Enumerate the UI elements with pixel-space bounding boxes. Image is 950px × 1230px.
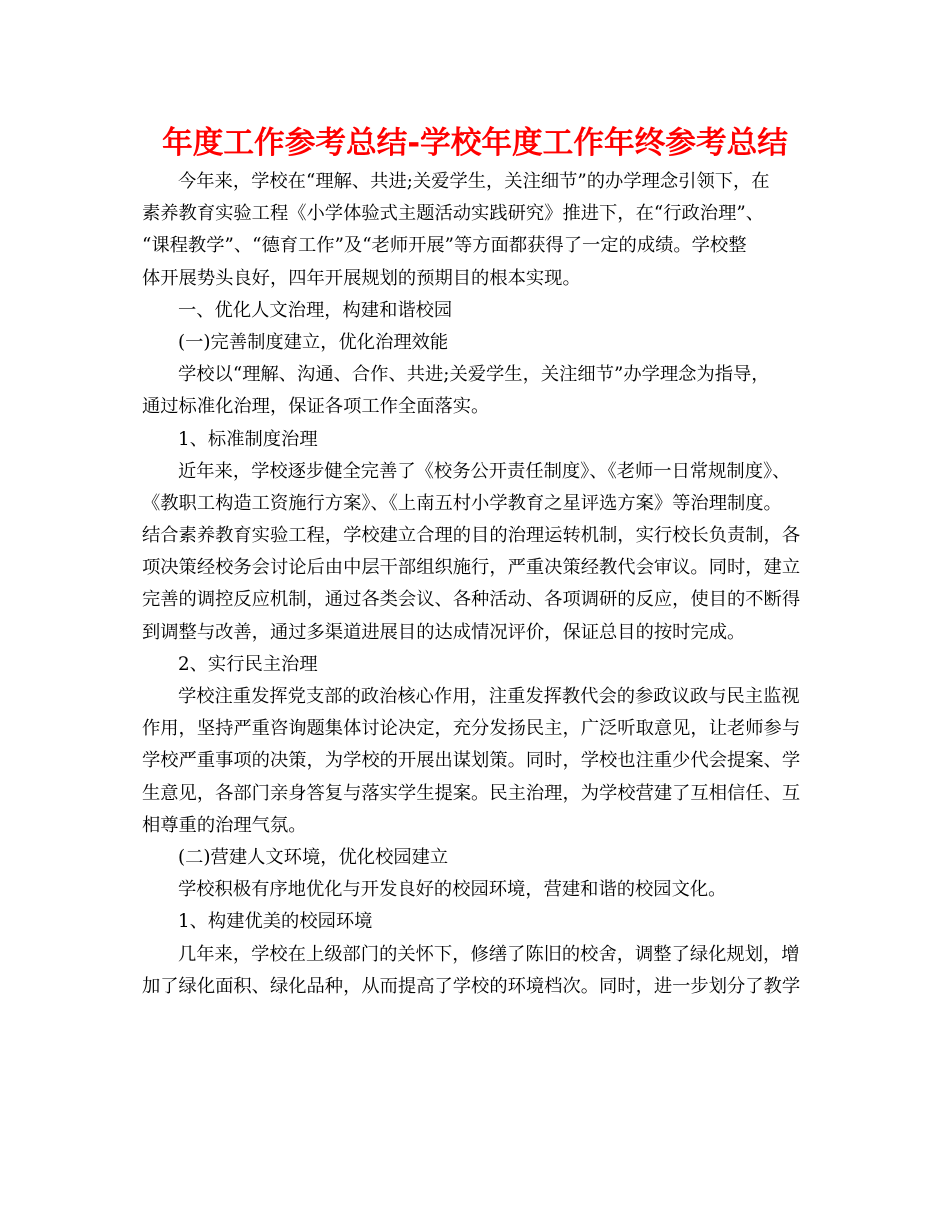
text-line: 《教职工构造工资施行方案》、《上南五村小学教育之星评选方案》等治理制度。 <box>142 492 782 514</box>
text-line: 相尊重的治理气氛。 <box>142 814 307 836</box>
text-line: (一)完善制度建立，优化治理效能 <box>178 331 449 353</box>
text-line: “课程教学”、“德育工作”及“老师开展”等方面都获得了一定的成绩。学校整 <box>142 235 747 257</box>
text-line: 完善的调控反应机制，通过各类会议、各种活动、各项调研的反应，使目的不断得 <box>142 589 801 611</box>
text-line: 加了绿化面积、绿化品种，从而提高了学校的环境档次。同时，进一步划分了教学 <box>142 975 801 997</box>
text-line: 1、构建优美的校园环境 <box>178 911 373 933</box>
text-line: 学校以“理解、沟通、合作、共进;关爱学生，关注细节”办学理念为指导， <box>178 364 770 386</box>
text-line: 素养教育实验工程《小学体验式主题活动实践研究》推进下，在“行政治理”、 <box>142 203 764 225</box>
text-line: 几年来，学校在上级部门的关怀下，修缮了陈旧的校舍，调整了绿化规划，增 <box>178 943 800 965</box>
text-line: 学校严重事项的决策，为学校的开展出谋划策。同时，学校也注重少代会提案、学 <box>142 750 801 772</box>
text-line: 近年来，学校逐步健全完善了《校务公开责任制度》、《老师一日常规制度》、 <box>178 460 791 482</box>
text-line: 一、优化人文治理，构建和谐校园 <box>178 299 453 321</box>
text-line: 今年来，学校在“理解、共进;关爱学生，关注细节”的办学理念引领下，在 <box>178 171 770 192</box>
text-line: 项决策经校务会讨论后由中层干部组织施行，严重决策经教代会审议。同时，建立 <box>142 557 801 579</box>
text-line: 生意见，各部门亲身答复与落实学生提案。民主治理，为学校营建了互相信任、互 <box>142 782 801 804</box>
text-line: 学校积极有序地优化与开发良好的校园环境，营建和谐的校园文化。 <box>178 879 727 901</box>
text-line: 体开展势头良好，四年开展规划的预期目的根本实现。 <box>142 267 581 289</box>
text-line: 学校注重发挥党支部的政治核心作用，注重发挥教代会的参政议政与民主监视 <box>178 686 800 707</box>
text-line: 通过标准化治理，保证各项工作全面落实。 <box>142 396 490 418</box>
text-line: 作用，坚持严重咨询题集体讨论决定，充分发扬民主，广泛听取意见，让老师参与 <box>142 718 801 740</box>
text-line: 结合素养教育实验工程，学校建立合理的目的治理运转机制，实行校长负责制，各 <box>142 525 801 547</box>
text-line: (二)营建人文环境，优化校园建立 <box>178 846 449 868</box>
document-body <box>142 166 810 1003</box>
page-title: 年度工作参考总结-学校年度工作年终参考总结 <box>162 126 788 161</box>
text-line: 到调整与改善，通过多渠道进展目的达成情况评价，保证总目的按时完成。 <box>142 621 746 643</box>
text-line: 2、实行民主治理 <box>178 653 318 675</box>
text-line: 1、标准制度治理 <box>178 428 318 450</box>
